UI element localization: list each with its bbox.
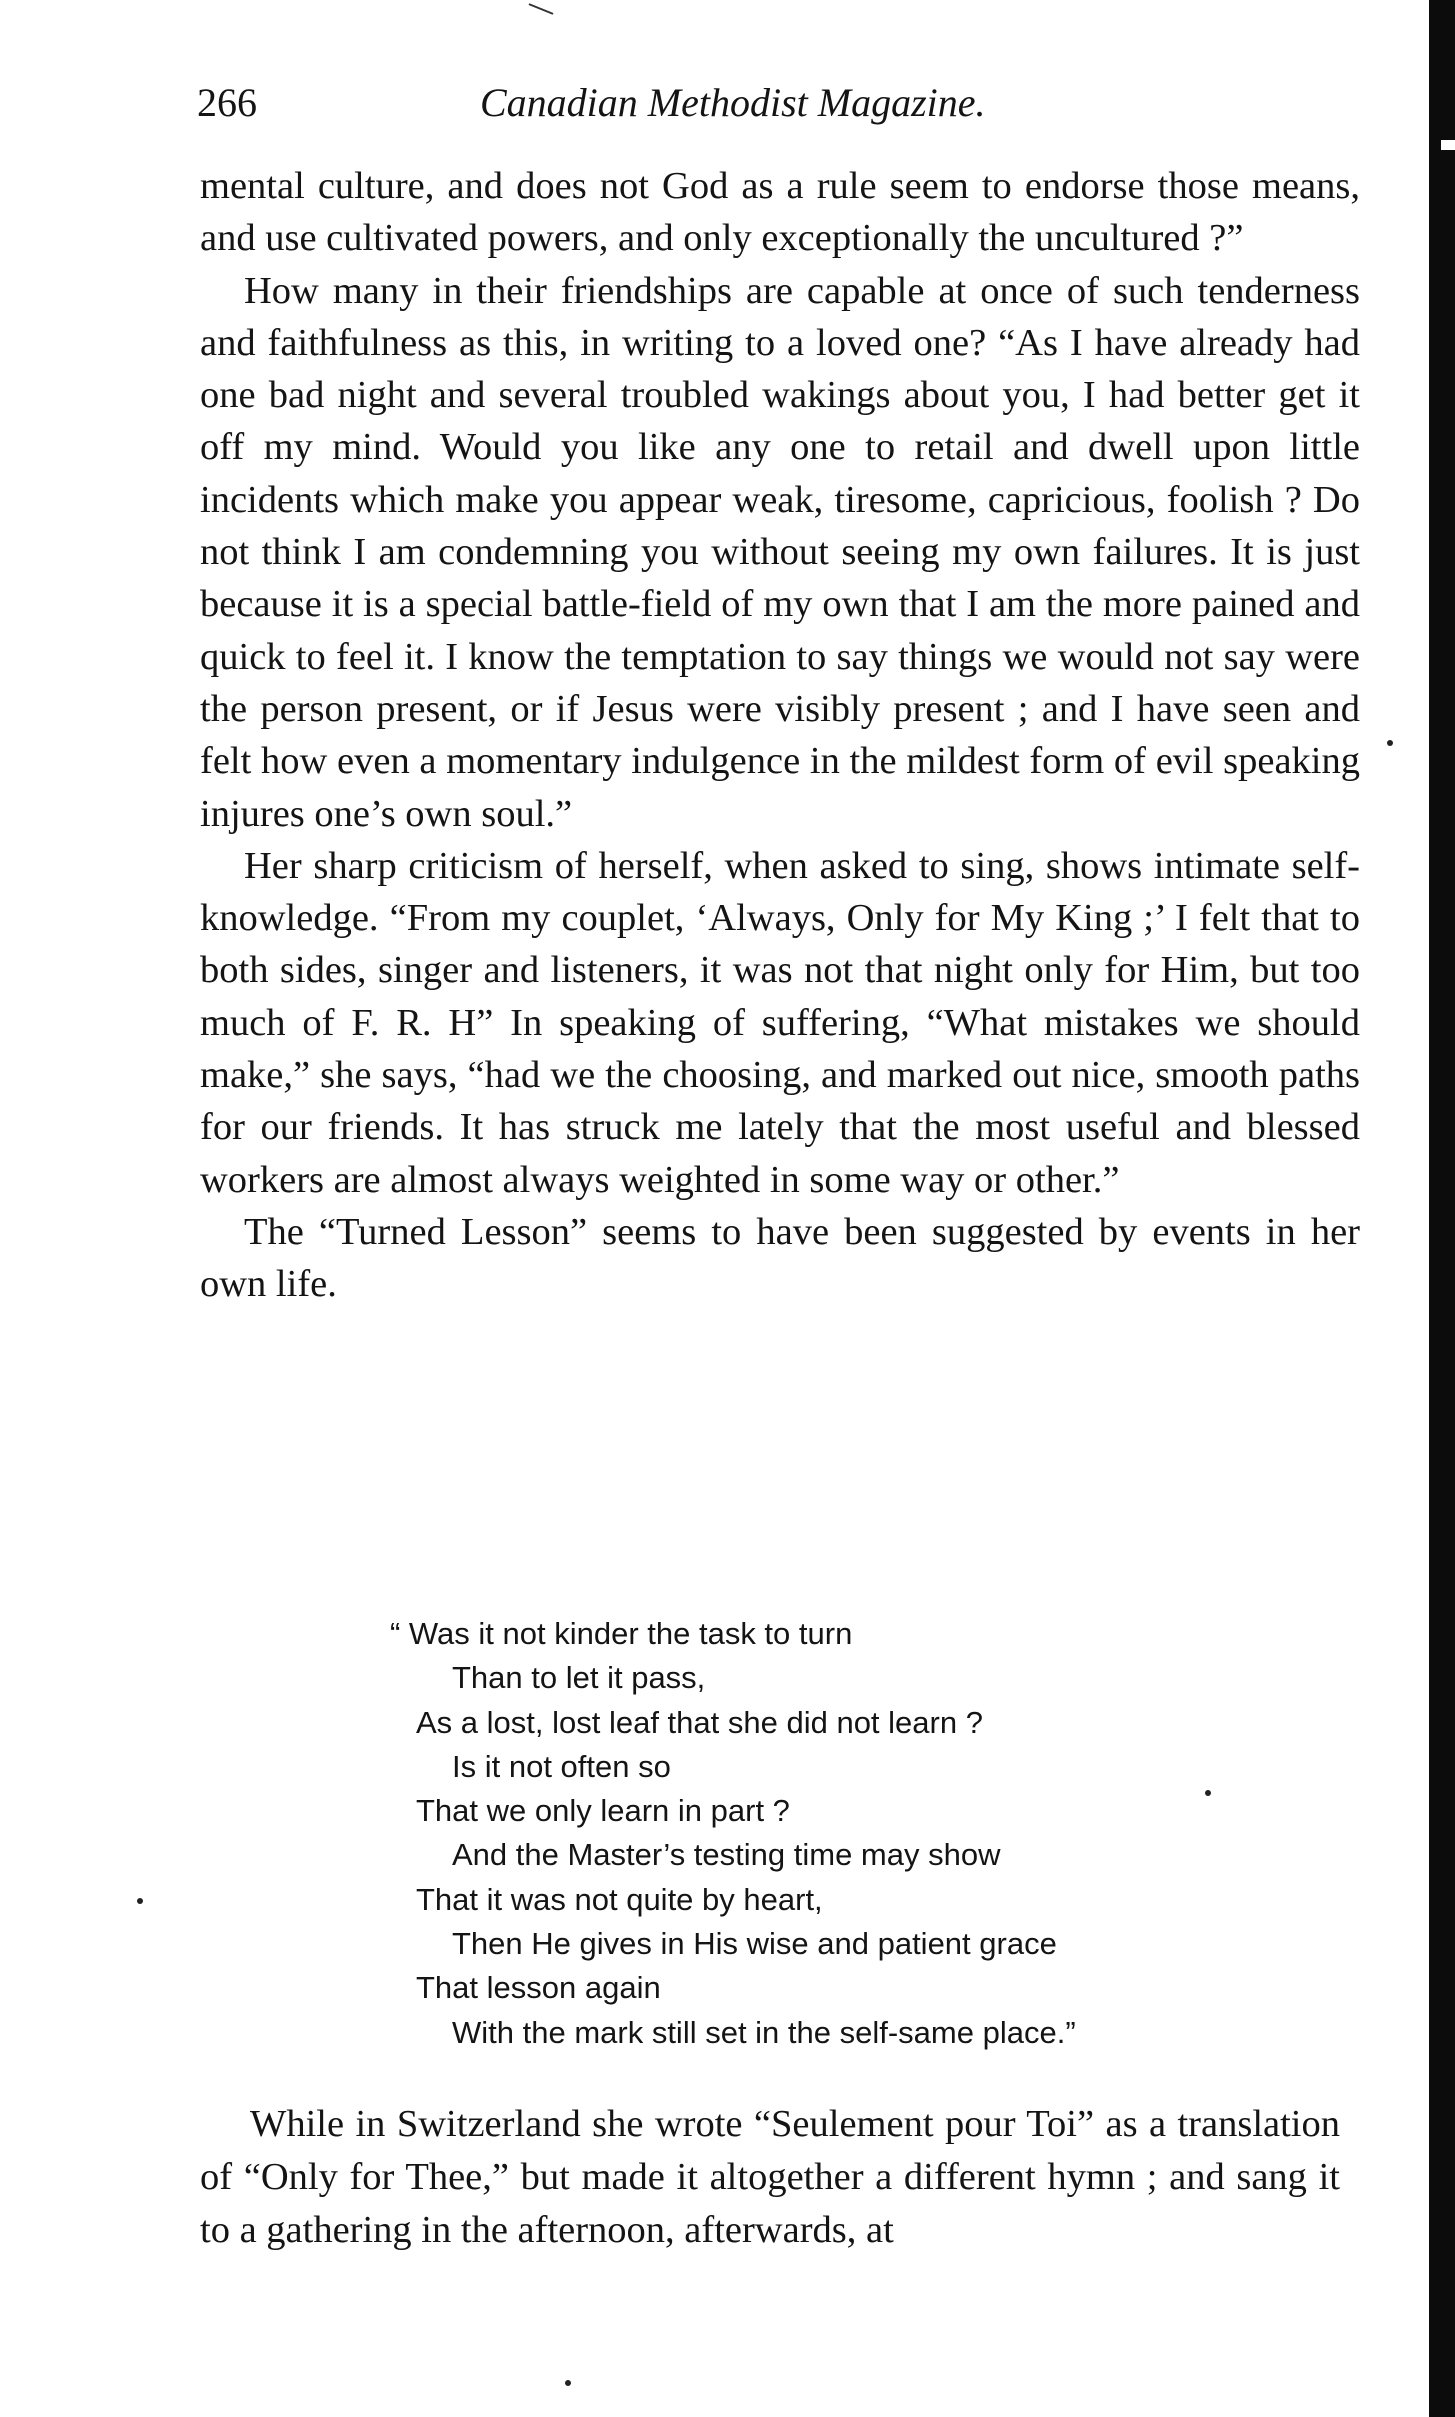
poem-line: Then He gives in His wise and patient grace xyxy=(452,1926,1057,1962)
speck-mark xyxy=(1205,1790,1211,1796)
speck-mark xyxy=(565,2380,571,2386)
page-spine-edge xyxy=(1429,0,1455,2417)
paragraph-switzerland: While in Switzerland she wrote “Seulement pour Toi” as a translation of “Only for Thee,” but made it altogether a different hymn ; and sang it to a gathering in the afternoon, afterwards, at xyxy=(200,2103,1340,2251)
scan-mark xyxy=(529,3,554,15)
poem-line: Than to let it pass, xyxy=(452,1660,706,1696)
spine-notch xyxy=(1441,140,1455,150)
paragraph-continuation: mental culture, and does not God as a rule seem to endorse those means, and use cultivated powers, and only exceptionally the uncultured ?” xyxy=(200,165,1360,260)
poem-line: That lesson again xyxy=(416,1970,661,2006)
paragraph-friendships: How many in their friendships are capable at once of such tenderness and faithfulness as this, in writing to a loved one? “As I have already had one bad night and several troubled wakings about you, I had better get it off my mind. Would you like any one to retail and dwell upon little incidents which make you appear weak, tiresome, capricious, foolish ? Do not think I am condemning you without seeing my own failures. It is just because it is a special battle-field of my own that I am the more pained and quick to feel it. I know the temptation to say things we would not say were the person present, or if Jesus were visibly present ; and I have seen and felt how even a momentary indulgence in the mildest form of evil speaking injures one’s own soul.” xyxy=(200,269,1360,835)
running-title: Canadian Methodist Magazine. xyxy=(480,80,986,125)
poem-line: With the mark still set in the self-same place.” xyxy=(452,2014,1076,2050)
page-number: 266 xyxy=(197,80,257,125)
poem-line: Is it not often so xyxy=(452,1748,671,1784)
poem-block xyxy=(390,1612,1270,2055)
paragraph-turned-lesson: The “Turned Lesson” seems to have been suggested by events in her own life. xyxy=(200,1210,1360,1306)
poem-line: And the Master’s testing time may show xyxy=(452,1837,1001,1873)
poem-line: As a lost, lost leaf that she did not learn ? xyxy=(416,1704,983,1740)
page-header xyxy=(197,78,1337,128)
poem-line: That we only learn in part ? xyxy=(416,1793,790,1829)
paragraph-criticism: Her sharp criticism of herself, when asked to sing, shows intimate self-knowledge. “From my couplet, ‘Always, Only for My King ;’ I felt that to both sides, singer and listeners, it was not that night only for Him, but too much of F. R. H” In speaking of suffering, “What mistakes we should make,” she says, “had we the choosing, and marked out nice, smooth paths for our friends. It has struck me lately that the most useful and blessed workers are almost always weighted in some way or other.” xyxy=(200,844,1360,1201)
body-text xyxy=(200,160,1360,1311)
poem-line: “ Was it not kinder the task to turn xyxy=(390,1616,853,1651)
poem-line: That it was not quite by heart, xyxy=(416,1881,823,1917)
speck-mark xyxy=(1387,740,1393,746)
speck-mark xyxy=(137,1898,143,1904)
